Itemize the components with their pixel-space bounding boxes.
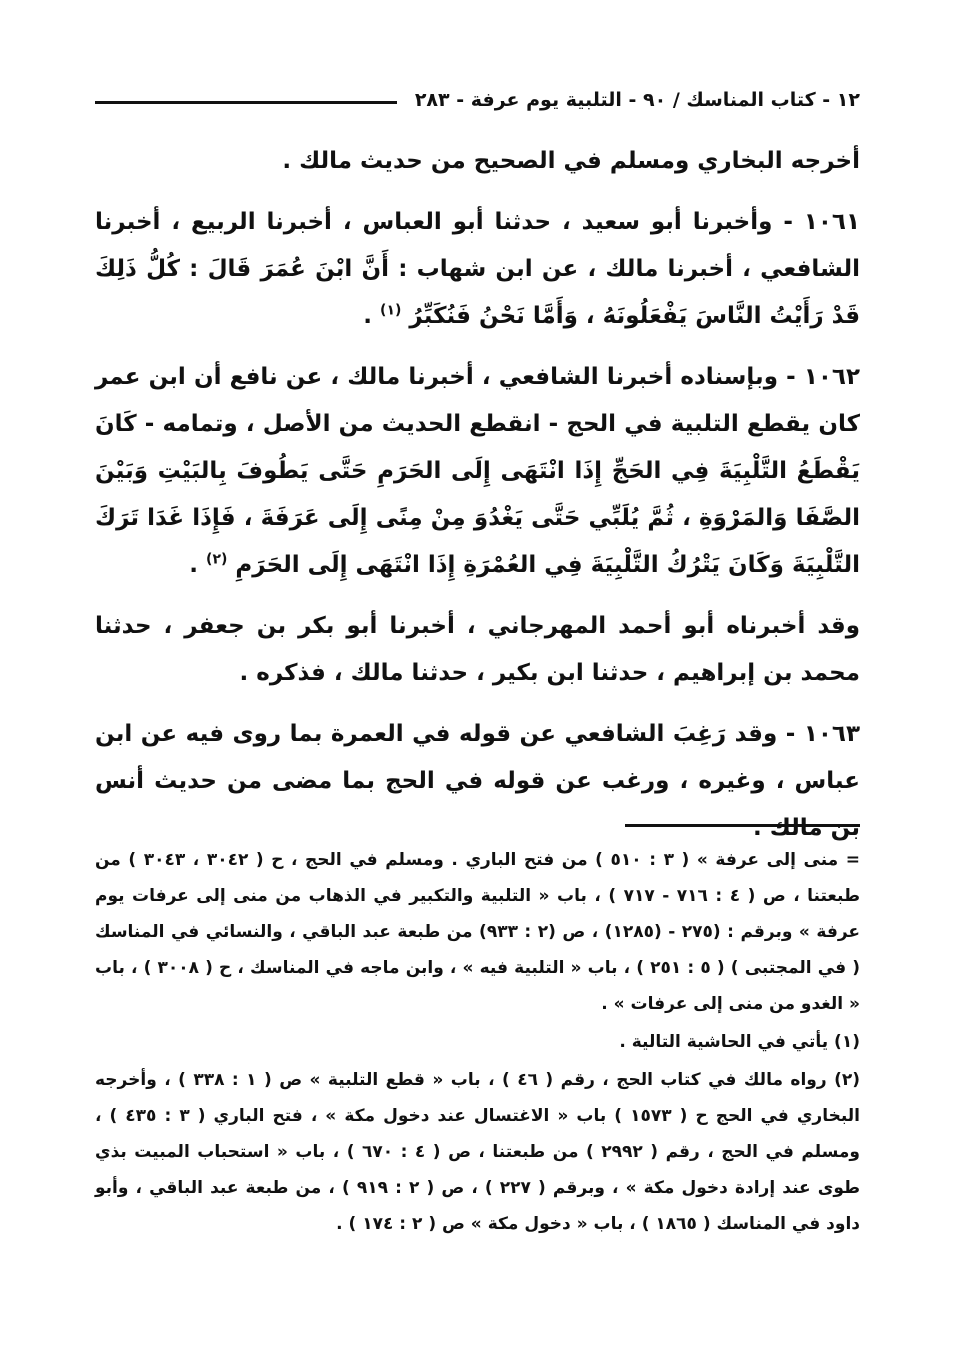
hadith-1061 (95, 199, 860, 340)
footnote-continuation: = منى إلى عرفة » ( ٣ : ٥١٠ ) من فتح الباري . ومسلم في الحج ، ح ( ٣٠٤٢ ، ٣٠٤٣ ) من طبعتنا ، ص ( ٤ : ٧١٦ - ٧١٧ ) ، باب « التلبية والتكبير في الذهاب من منى إلى عرفات يوم عرفة » وبرقم : (٢٧٥ - (١٢٨٥) ، ص (٢ : ٩٣٣) من طبعة عبد الباقي ، والنسائي في المناسك ( في المجتبى ) ( ٥ : ٢٥١ ) ، باب « التلبية فيه » ، وابن ماجه في المناسك ، ح ( ٣٠٠٨ ) ، باب « الغدو من منى إلى عرفات » . (95, 850, 861, 1014)
paragraph-takhrij (95, 138, 860, 185)
paragraph-text: ١٠٦٣ - وقد رَغِبَ الشافعي عن قوله في العمرة بما روى فيه عن ابن عباس ، وغيره ، ورغب عن قوله في الحج بما مضى من حديث أنس بن مالك . (95, 721, 860, 841)
hadith-1062 (95, 354, 860, 589)
footnote-2: (٢) رواه مالك في كتاب الحج ، رقم ( ٤٦ ) ، باب « قطع التلبية » ص ( ١ : ٣٣٨ ) ، وأخرجه البخاري في الحج ح ( ١٥٧٣ ) باب « الاغتسال عند دخول مكة » ، فتح الباري ( ٣ : ٤٣٥ ) ، ومسلم في الحج ، رقم ( ٢٩٩٢ ) من طبعتنا ، ص ( ٤ : ٦٧٠ ) ، باب « استحباب المبيت بذي طوى عند إرادة دخول مكة » ، وبرقم ( ٢٢٧ ) ، ص ( ٢ : ٩١٩ ) ، من طبعة عبد الباقي ، وأبو داود في المناسك ( ١٨٦٥ ) ، باب « دخول مكة » ص ( ٢ : ١٧٤ ) . (95, 1070, 861, 1234)
paragraph-text: ١٠٦٢ - وبإسناده أخبرنا الشافعي ، أخبرنا مالك ، عن نافع أن ابن عمر كان يقطع التلبية في الحج - انقطع الحديث من الأصل ، وتمامه - كَانَ يَقْطَعُ التَّلْبِيَةَ فِي الحَجِّ إِذَا انْتَهَى إِلَى الحَرَمِ حَتَّى يَطُوفَ بِالبَيْتِ وَبَيْنَ الصَّفَا وَالمَرْوَةِ ، ثُمَّ يُلَبِّي حَتَّى يَغْدُوَ مِنْ مِنًى إِلَى عَرَفَةَ ، فَإِذَا غَدَا تَرَكَ التَّلْبِيَةَ وَكَانَ يَتْرُكُ التَّلْبِيَةَ فِي العُمْرَةِ إِذَا انْتَهَى إِلَى الحَرَمِ (95, 364, 860, 578)
paragraph-text: وقد أخبرناه أبو أحمد المهرجاني ، أخبرنا أبو بكر بن جعفر ، حدثنا محمد بن إبراهيم ، حدثنا ابن بكير ، حدثنا مالك ، فذكره . (95, 613, 860, 686)
paragraph-isnad (95, 603, 860, 697)
footnote-ref-1[interactable]: (١) (380, 302, 402, 319)
sentence-end: . (363, 303, 381, 329)
paragraph-text: أخرجه البخاري ومسلم في الصحيح من حديث مالك . (282, 148, 860, 174)
footnote-ref-2[interactable]: (٢) (206, 551, 228, 568)
hadith-1063 (95, 711, 860, 852)
header-rule (95, 101, 397, 104)
paragraph-text: ١٠٦١ - وأخبرنا أبو سعيد ، حدثنا أبو العباس ، أخبرنا الربيع ، أخبرنا الشافعي ، أخبرنا مالك ، عن ابن شهاب : أَنَّ ابْنَ عُمَرَ قَالَ : كُلُّ ذَلِكَ قَدْ رَأَيْتُ النَّاسَ يَفْعَلُونَهُ ، وَأَمَّا نَحْنُ فَنُكَبِّرُ (95, 209, 860, 329)
footnote-divider (625, 824, 860, 827)
footnotes (95, 842, 860, 1244)
running-title: ١٢ - كتاب المناسك / ٩٠ - التلبية يوم عرفة - ٢٨٣ (414, 89, 860, 111)
footnote-1: (١) يأتي في الحاشية التالية . (619, 1032, 860, 1052)
sentence-end: . (189, 552, 207, 578)
page-header (95, 84, 860, 116)
main-text (95, 138, 860, 866)
